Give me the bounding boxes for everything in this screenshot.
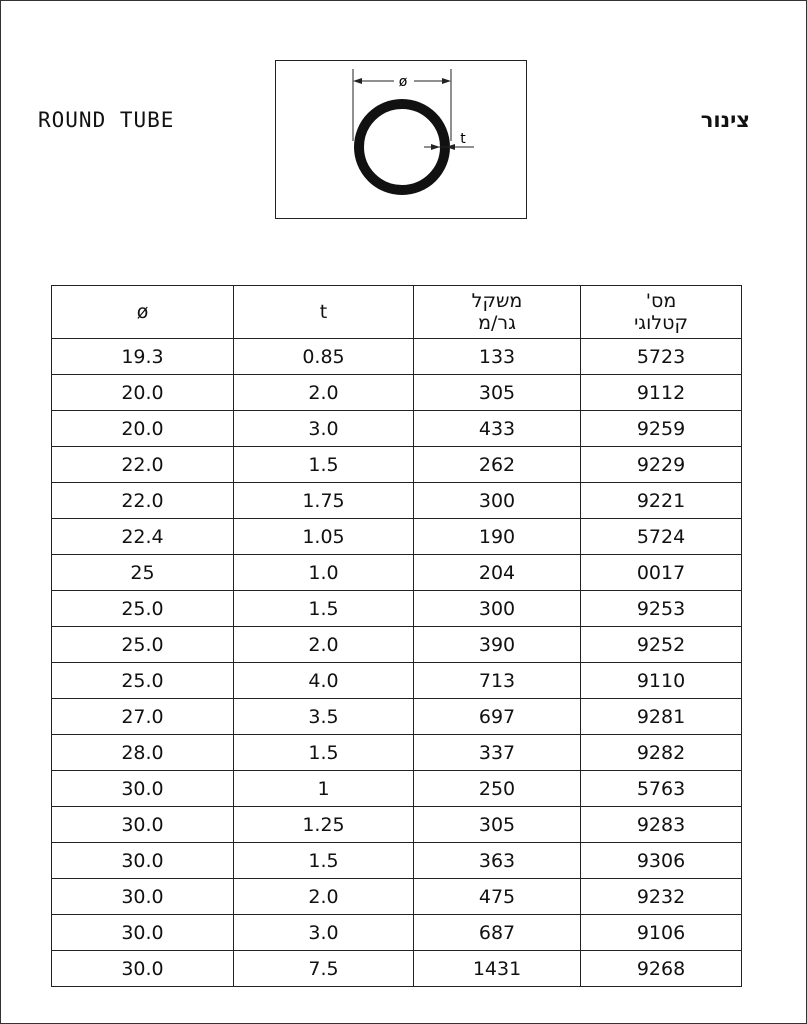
cell-thickness: 1.0 [234, 555, 414, 591]
cell-thickness: 1.05 [234, 519, 414, 555]
cell-weight: 133 [414, 339, 581, 375]
cell-weight: 713 [414, 663, 581, 699]
cell-thickness: 0.85 [234, 339, 414, 375]
cell-thickness: 1 [234, 771, 414, 807]
cell-weight: 363 [414, 843, 581, 879]
cell-weight: 433 [414, 411, 581, 447]
cell-diameter: 28.0 [52, 735, 234, 771]
cell-catalog-no: 0017 [581, 555, 742, 591]
cell-catalog-no: 9282 [581, 735, 742, 771]
cell-catalog-no: 9268 [581, 951, 742, 987]
cell-weight: 475 [414, 879, 581, 915]
table-row [52, 411, 742, 447]
header-thickness [234, 286, 414, 339]
cell-diameter: 27.0 [52, 699, 234, 735]
table-row [52, 771, 742, 807]
cell-diameter: 30.0 [52, 771, 234, 807]
cell-thickness: 1.5 [234, 735, 414, 771]
cell-diameter: 25.0 [52, 627, 234, 663]
cell-thickness: 1.25 [234, 807, 414, 843]
cell-thickness: 1.5 [234, 843, 414, 879]
cell-catalog-no: 5724 [581, 519, 742, 555]
table-header-row [52, 286, 742, 339]
cell-thickness: 3.5 [234, 699, 414, 735]
header-catalog-line1: מס' [645, 290, 677, 312]
cell-diameter: 22.0 [52, 483, 234, 519]
header-catalog-no [581, 286, 742, 339]
cell-catalog-no: 9253 [581, 591, 742, 627]
table-row [52, 447, 742, 483]
table-body [52, 339, 742, 987]
table-row [52, 735, 742, 771]
cell-diameter: 19.3 [52, 339, 234, 375]
cell-diameter: 25.0 [52, 663, 234, 699]
cell-weight: 697 [414, 699, 581, 735]
cell-thickness: 3.0 [234, 915, 414, 951]
cell-diameter: 25.0 [52, 591, 234, 627]
title-hebrew: צינור [700, 108, 750, 132]
cell-thickness: 4.0 [234, 663, 414, 699]
cell-weight: 337 [414, 735, 581, 771]
title-english: ROUND TUBE [38, 108, 175, 132]
cell-catalog-no: 9221 [581, 483, 742, 519]
header-weight [414, 286, 581, 339]
cell-weight: 1431 [414, 951, 581, 987]
cell-catalog-no: 5763 [581, 771, 742, 807]
cell-diameter: 30.0 [52, 879, 234, 915]
cell-diameter: 30.0 [52, 807, 234, 843]
cell-weight: 250 [414, 771, 581, 807]
cell-weight: 390 [414, 627, 581, 663]
cell-catalog-no: 9283 [581, 807, 742, 843]
table-row [52, 483, 742, 519]
cell-diameter: 20.0 [52, 375, 234, 411]
tube-cross-section-icon [276, 61, 528, 220]
cell-weight: 305 [414, 807, 581, 843]
cell-weight: 190 [414, 519, 581, 555]
table-row [52, 699, 742, 735]
table-row [52, 555, 742, 591]
header-weight-line1: משקל [471, 290, 523, 312]
cell-catalog-no: 9110 [581, 663, 742, 699]
table-row [52, 843, 742, 879]
table-row [52, 915, 742, 951]
table-row [52, 627, 742, 663]
cell-weight: 687 [414, 915, 581, 951]
tube-spec-table [51, 285, 742, 987]
header-catalog-line2: קטלוגי [634, 312, 688, 334]
cell-diameter: 20.0 [52, 411, 234, 447]
cell-diameter: 30.0 [52, 915, 234, 951]
cell-catalog-no: 9232 [581, 879, 742, 915]
diameter-label: ø [398, 74, 408, 90]
cell-thickness: 2.0 [234, 879, 414, 915]
cell-thickness: 1.5 [234, 591, 414, 627]
table-row [52, 663, 742, 699]
thickness-label: t [460, 131, 466, 147]
cell-weight: 204 [414, 555, 581, 591]
header-weight-line2: גר/מ [478, 312, 516, 334]
cell-thickness: 2.0 [234, 627, 414, 663]
cell-thickness: 7.5 [234, 951, 414, 987]
cell-catalog-no: 9306 [581, 843, 742, 879]
cell-weight: 305 [414, 375, 581, 411]
header-thickness-text: t [319, 301, 328, 323]
cell-weight: 300 [414, 483, 581, 519]
cell-diameter: 25 [52, 555, 234, 591]
table-row [52, 807, 742, 843]
header-diameter-text: ø [136, 301, 149, 323]
table-row [52, 375, 742, 411]
table-row [52, 339, 742, 375]
cell-weight: 300 [414, 591, 581, 627]
table-row [52, 519, 742, 555]
cell-thickness: 1.75 [234, 483, 414, 519]
cell-catalog-no: 5723 [581, 339, 742, 375]
cell-diameter: 22.0 [52, 447, 234, 483]
cell-diameter: 30.0 [52, 843, 234, 879]
cell-catalog-no: 9112 [581, 375, 742, 411]
cell-diameter: 22.4 [52, 519, 234, 555]
cell-catalog-no: 9229 [581, 447, 742, 483]
table-row [52, 591, 742, 627]
tube-diagram [275, 60, 527, 219]
header-diameter [52, 286, 234, 339]
cell-thickness: 2.0 [234, 375, 414, 411]
cell-diameter: 30.0 [52, 951, 234, 987]
cell-thickness: 3.0 [234, 411, 414, 447]
cell-catalog-no: 9106 [581, 915, 742, 951]
cell-weight: 262 [414, 447, 581, 483]
cell-catalog-no: 9252 [581, 627, 742, 663]
cell-catalog-no: 9259 [581, 411, 742, 447]
table-row [52, 951, 742, 987]
cell-catalog-no: 9281 [581, 699, 742, 735]
table-row [52, 879, 742, 915]
cell-thickness: 1.5 [234, 447, 414, 483]
